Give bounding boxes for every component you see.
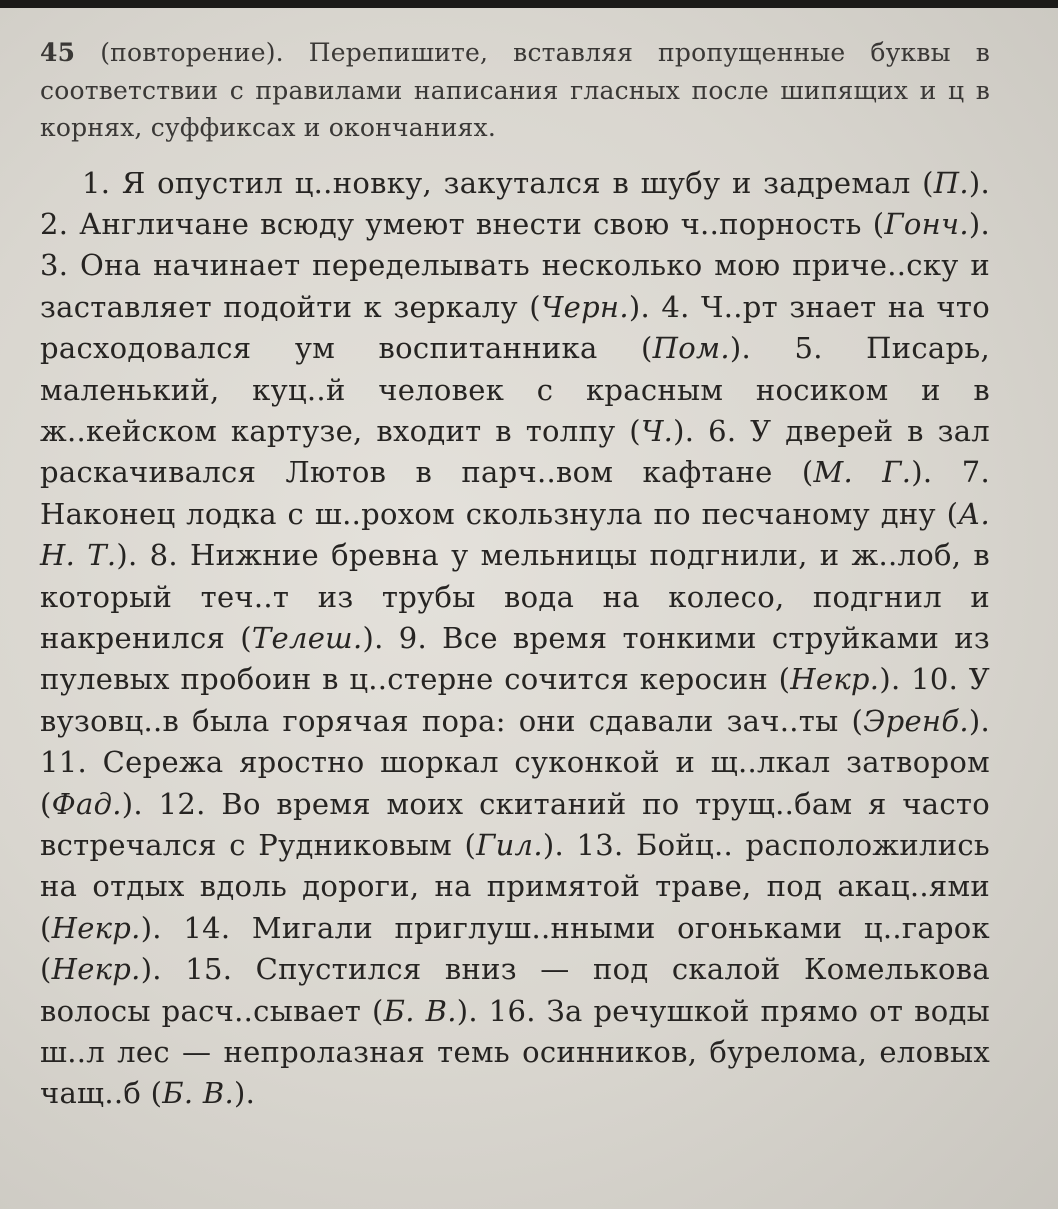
sentence-number: 9. [398, 620, 428, 655]
sentence-number: 1. [82, 165, 111, 200]
sentence-source: Черн. [540, 289, 629, 324]
sentence: 1. Я опустил ц..новку, закутался в шубу и задремал (П.). [82, 165, 990, 200]
exercise-text [40, 163, 990, 1115]
instruction-text: (повторение). Перепишите, вставляя пропущенные буквы в соответствии с правилами написания гласных после шипящих и ц в корнях, суффиксах и окончаниях. [40, 38, 990, 142]
sentence-source: Фад. [51, 786, 122, 821]
sentence-text: Ч..рт знает на что расходовался ум воспитанника [40, 289, 991, 366]
sentence: 14. Мигали приглуш..нными огоньками ц..гарок (Некр.). [40, 910, 990, 987]
sentence-source: Ч. [640, 413, 674, 448]
sentence-number: 16. [488, 993, 536, 1028]
sentence-source: Эренб. [863, 703, 969, 738]
sentence: 16. За речушкой прямо от воды ш..л лес — непролазная темь осинников, бурелома, еловых чащ..б (Б. В.). [40, 993, 990, 1111]
sentence-source: Гил. [476, 828, 543, 862]
sentence-number: 12. [158, 786, 206, 821]
sentence: 12. Во время моих скитаний по трущ..бам я часто встречался с Рудниковым (Гил.). [40, 786, 990, 862]
sentence-number: 3. [40, 248, 69, 283]
sentence: 5. Писарь, маленький, куц..й человек с красным носиком и в ж..кейском картузе, входит в толпу (Ч.). [40, 331, 990, 448]
sentence: 15. Спустился вниз — под скалой Комелькова волосы расч..сывает (Б. В.). [40, 952, 990, 1028]
sentence-text: За речушкой прямо от воды ш..л лес — непролазная темь осинников, бурелома, еловых чащ..б [40, 993, 990, 1111]
sentence-text: Писарь, маленький, куц..й человек с красным носиком и в ж..кейском картузе, входит в толпу [40, 331, 990, 448]
exercise-number: 45 [40, 38, 76, 67]
book-page [0, 8, 1058, 1209]
sentence-number: 13. [576, 828, 624, 862]
sentence: 9. Все время тонкими струйками из пулевых пробоин в ц..стерне сочится керосин (Некр.). [40, 620, 990, 697]
sentence-source: М. Г. [813, 455, 912, 490]
sentence-source: Б. В. [162, 1076, 235, 1111]
sentence-source: Некр. [51, 952, 141, 987]
sentence-number: 8. [149, 538, 178, 573]
sentence-text: Я опустил ц..новку, закутался в шубу и задремал [121, 165, 911, 200]
sentence: 11. Сережа яростно шоркал суконкой и щ..лкал затвором (Фад.). [40, 745, 990, 821]
sentence-number: 10. [911, 662, 959, 697]
exercise-instruction [40, 34, 990, 147]
sentence: 13. Бойц.. расположились на отдых вдоль дороги, на примятой траве, под акац..ями (Некр.). [40, 828, 990, 945]
sentence-source: Гонч. [884, 206, 969, 241]
sentence-text: Сережа яростно шоркал суконкой и щ..лкал затвором [102, 745, 990, 780]
sentence-source: Некр. [790, 662, 880, 697]
sentence-source: Пом. [652, 331, 730, 366]
sentence-text: Спустился вниз — под скалой Комелькова волосы расч..сывает [40, 952, 990, 1028]
sentence-source: Телеш. [251, 620, 363, 655]
exercise-45 [40, 34, 990, 1115]
sentence: 10. У вузовц..в была горячая пора: они сдавали зач..ты (Эренб.). [40, 662, 990, 738]
sentence-text: У вузовц..в была горячая пора: они сдавали зач..ты [40, 662, 990, 738]
sentence: 3. Она начинает переделывать несколько мою приче..ску и заставляет подойти к зеркалу (Черн.). [40, 248, 990, 324]
sentence-text: Мигали приглуш..нными огоньками ц..гарок [251, 910, 990, 945]
sentence-number: 7. [961, 455, 990, 490]
sentence-text: У дверей в зал раскачивался Лютов в парч..вом кафтане [40, 413, 991, 490]
sentence-number: 14. [183, 910, 231, 945]
sentence: 8. Нижние бревна у мельницы подгнили, и ж..лоб, в который теч..т из трубы вода на колесо, подгнил и накренился (Телеш.). [40, 538, 990, 655]
sentence-source: П. [933, 165, 969, 200]
sentence-source: Б. В. [383, 993, 457, 1028]
sentence-number: 6. [708, 413, 737, 448]
sentence: 6. У дверей в зал раскачивался Лютов в парч..вом кафтане (М. Г.). [40, 413, 991, 490]
sentence: 7. Наконец лодка с ш..рохом скользнула по песчаному дну (А. Н. Т.). [40, 455, 990, 573]
sentence-number: 5. [794, 331, 823, 366]
sentence-source: А. Н. Т. [40, 496, 990, 573]
sentence-number: 4. [661, 289, 690, 324]
sentence-number: 2. [40, 206, 69, 241]
sentence-text: Во время моих скитаний по трущ..бам я часто встречался с Рудниковым [40, 786, 990, 862]
sentence-source: Некр. [51, 910, 141, 945]
sentence: 2. Англичане всюду умеют внести свою ч..порность (Гонч.). [40, 206, 990, 241]
sentence-text: Нижние бревна у мельницы подгнили, и ж..лоб, в который теч..т из трубы вода на колесо, подгнил и накренился [40, 538, 990, 655]
sentence-text: Все время тонкими струйками из пулевых пробоин в ц..стерне сочится керосин [40, 620, 990, 697]
sentence: 4. Ч..рт знает на что расходовался ум воспитанника (Пом.). [40, 289, 991, 366]
sentence-number: 11. [40, 745, 88, 780]
sentence-number: 15. [185, 952, 233, 987]
sentence-text: Она начинает переделывать несколько мою приче..ску и заставляет подойти к зеркалу [40, 248, 990, 324]
sentence-text: Англичане всюду умеют внести свою ч..порность [79, 206, 862, 241]
sentence-text: Наконец лодка с ш..рохом скользнула по песчаному дну [40, 496, 936, 531]
sentence-text: Бойц.. расположились на отдых вдоль дороги, на примятой траве, под акац..ями [40, 828, 990, 904]
